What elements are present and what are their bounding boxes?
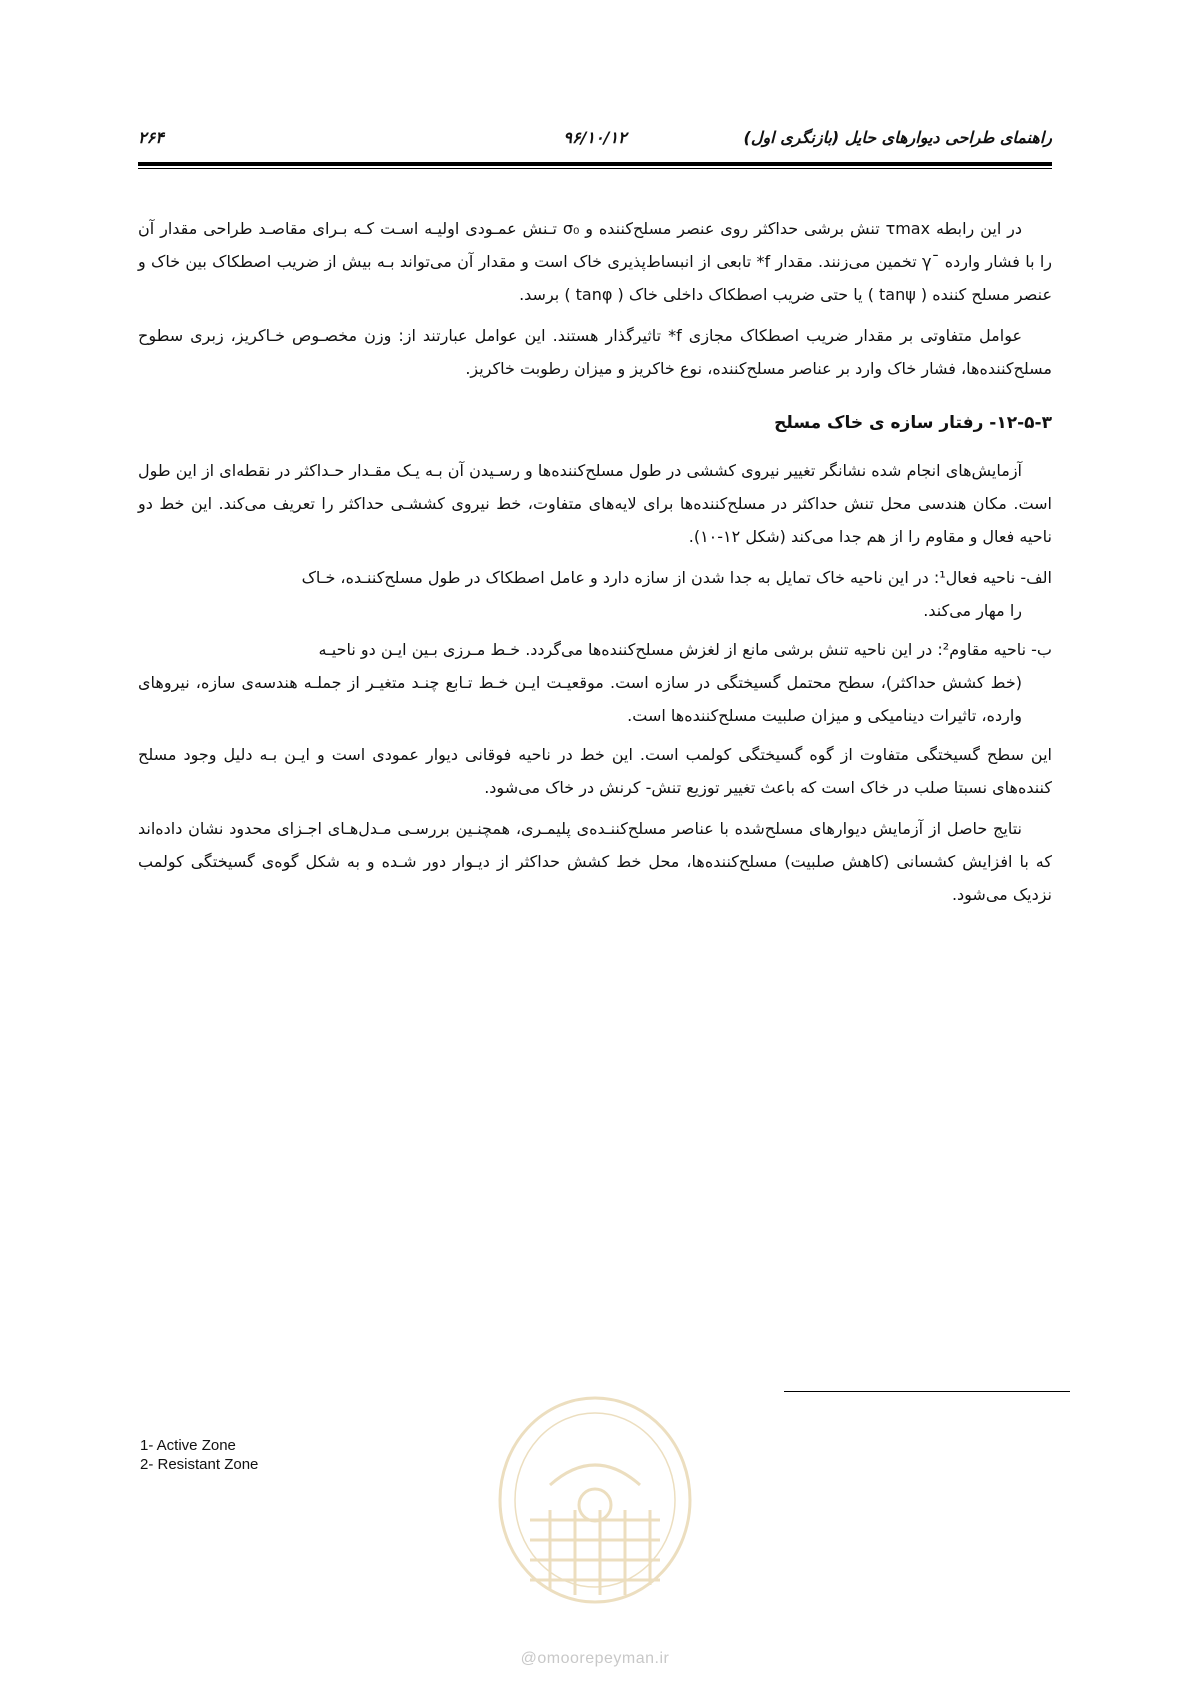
watermark-site: @omoorepeyman.ir	[520, 1650, 670, 1667]
list-item	[138, 561, 1052, 627]
watermark-seal-icon	[490, 1390, 700, 1630]
list-item-continuation: را مهار می‌کند.	[923, 601, 1022, 620]
header-rule-thick	[138, 162, 1052, 166]
paragraph: عوامل متفاوتی بر مقدار ضریب اصطکاک مجازی f* تاثیرگذار هستند. این عوامل عبارتند از: وزن مخصـوص خـاکریز، زبری سطوح مسلح‌کننده‌ها، فشار خاک وارد بر عناصر مسلح‌کننده، نوع خاکریز و میزان رطوبت خاکریز.	[138, 326, 1052, 378]
footnotes	[140, 1436, 258, 1474]
paragraph: در این رابطه τmax تنش برشی حداکثر روی عنصر مسلح‌کننده و σ₀ تـنش عمـودی اولیـه اسـت کـه بـرای مقاصـد طراحی مقدار آن را با فشار وارده ¯γ تخمین می‌زنند. مقدار f* تابعی از انبساط‌پذیری خاک است و مقدار آن می‌تواند بـه بیش از ضریب اصطکاک بین خاک و عنصر مسلح کننده ( tanψ ) یا حتی ضریب اصطکاک داخلی خاک ( tanφ ) برسد.	[138, 219, 1053, 304]
header-rule-thin	[138, 168, 1052, 169]
header-date: ۹۶/۱۰/۱۲	[563, 128, 627, 147]
page-header	[138, 128, 1052, 154]
list-item-lead: ب- ناحیه مقاوم²: در این ناحیه تنش برشی مانع از لغزش مسلح‌کننده‌ها می‌گردد. خـط مـرزی بـین ایـن دو ناحیـه	[318, 640, 1052, 659]
footnote: 2- Resistant Zone	[140, 1456, 259, 1473]
list-item	[138, 633, 1052, 732]
list-item-continuation: (خط کشش حداکثر)، سطح محتمل گسیختگی در سازه است. موقعیـت ایـن خـط تـابع چنـد متغیـر از جملـه هندسه‌ی سازه، نیروهای وارده، تاثیرات دینامیکی و میزان صلبیت مسلح‌کننده‌ها است.	[138, 673, 1022, 725]
section-heading: ۱۲-۵-۳- رفتار سازه ی خاک مسلح	[774, 413, 1052, 433]
footnote: 1- Active Zone	[140, 1437, 236, 1454]
page-number: ۲۶۴	[138, 128, 164, 147]
paragraph: این سطح گسیختگی متفاوت از گوه گسیختگی کولمب است. این خط در ناحیه فوقانی دیوار عمودی است و ایـن بـه دلیل وجود مسلح کننده‌های نسبتا صلب در خاک است که باعث تغییر توزیع تنش- کرنش در خاک می‌شود.	[138, 745, 1052, 797]
paragraph: نتایج حاصل از آزمایش دیوارهای مسلح‌شده با عناصر مسلح‌کننـده‌ی پلیمـری، همچنـین بررسـی مـدل‌هـای اجـزای محدود نشان داده‌اند که با افزایش کشسانی (کاهش صلبیت) مسلح‌کننده‌ها، محل خط کشش حداکثر از دیـوار دور شـده و به شکل گوه‌ی گسیختگی کولمب نزدیک می‌شود.	[138, 819, 1052, 904]
footnote-rule	[784, 1391, 1070, 1392]
paragraph: آزمایش‌های انجام شده نشانگر تغییر نیروی کششی در طول مسلح‌کننده‌ها و رسـیدن آن بـه یـک مقـدار حـداکثر در نقطه‌ای از این طول است. مکان هندسی محل تنش حداکثر در مسلح‌کننده‌ها برای لایه‌های متفاوت، خط نیروی کششـی حداکثر را تعریف می‌کند. این خط دو ناحیه فعال و مقاوم را از هم جدا می‌کند (شکل ۱۲-۱۰).	[138, 461, 1052, 546]
list-item-lead: الف- ناحیه فعال¹: در این ناحیه خاک تمایل به جدا شدن از سازه دارد و عامل اصطکاک در طول مسلح‌کننـده، خـاک	[301, 568, 1052, 587]
header-title: راهنمای طراحی دیوارهای حایل (بازنگری اول)	[743, 128, 1052, 147]
document-body	[138, 212, 1052, 919]
